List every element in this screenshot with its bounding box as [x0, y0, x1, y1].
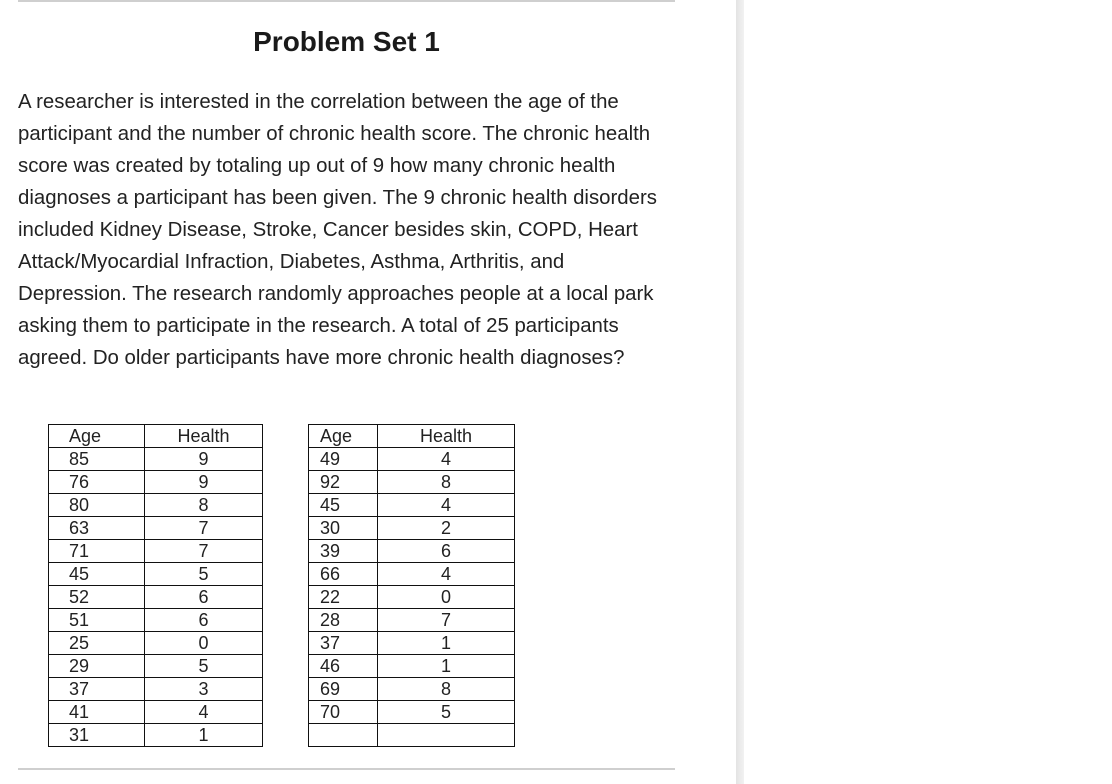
health-cell: 3 [145, 678, 263, 701]
age-header: Age [309, 425, 378, 448]
bottom-divider [18, 768, 675, 770]
table-row [309, 701, 515, 724]
table-row [309, 586, 515, 609]
age-cell: 28 [309, 609, 378, 632]
age-cell: 45 [309, 494, 378, 517]
table-row [309, 517, 515, 540]
age-cell: 76 [49, 471, 145, 494]
health-cell: 4 [378, 563, 515, 586]
table-row [49, 540, 263, 563]
age-cell: 63 [49, 517, 145, 540]
health-header: Health [145, 425, 263, 448]
data-table-right [308, 424, 515, 747]
age-cell: 51 [49, 609, 145, 632]
table-row [309, 563, 515, 586]
health-cell: 5 [378, 701, 515, 724]
table-row [309, 609, 515, 632]
table-row [49, 724, 263, 747]
age-header: Age [49, 425, 145, 448]
age-cell: 66 [309, 563, 378, 586]
age-cell: 29 [49, 655, 145, 678]
health-cell: 0 [378, 586, 515, 609]
problem-description: A researcher is interested in the correlation between the age of the participant and the number of chronic health score. The chronic health score was created by totaling up out of 9 how many chronic health diagnoses a participant has been given. The 9 chronic health disorders included Kidney Disease, Stroke, Cancer besides skin, COPD, Heart Attack/Myocardial Infraction, Diabetes, Asthma, Arthritis, and Depression. The research randomly approaches people at a local park asking them to participate in the research. A total of 25 participants agreed. Do older participants have more chronic health diagnoses? [18, 91, 657, 369]
age-cell: 41 [49, 701, 145, 724]
age-cell: 37 [49, 678, 145, 701]
age-cell: 39 [309, 540, 378, 563]
age-cell: 22 [309, 586, 378, 609]
health-cell: 8 [378, 471, 515, 494]
panel-divider [736, 0, 744, 784]
table-row [309, 655, 515, 678]
age-cell: 85 [49, 448, 145, 471]
table-row [309, 724, 515, 747]
age-cell: 92 [309, 471, 378, 494]
age-cell: 71 [49, 540, 145, 563]
age-cell: 31 [49, 724, 145, 747]
health-cell: 1 [145, 724, 263, 747]
health-cell: 6 [145, 586, 263, 609]
health-cell: 7 [378, 609, 515, 632]
health-header: Health [378, 425, 515, 448]
table-row [49, 494, 263, 517]
table-row [49, 448, 263, 471]
table-row [309, 678, 515, 701]
table-row [309, 471, 515, 494]
table-row [49, 701, 263, 724]
data-table-left [48, 424, 263, 747]
table-row [49, 678, 263, 701]
age-cell: 80 [49, 494, 145, 517]
age-cell: 49 [309, 448, 378, 471]
health-cell: 6 [145, 609, 263, 632]
health-cell: 9 [145, 448, 263, 471]
table-row [49, 471, 263, 494]
age-cell: 45 [49, 563, 145, 586]
health-cell: 0 [145, 632, 263, 655]
table-row [309, 632, 515, 655]
table-row [309, 540, 515, 563]
health-cell: 9 [145, 471, 263, 494]
top-divider [18, 0, 675, 2]
table-row [49, 517, 263, 540]
table-row [49, 586, 263, 609]
table-row [309, 448, 515, 471]
health-cell: 2 [378, 517, 515, 540]
table-header-row [309, 425, 515, 448]
age-cell: 30 [309, 517, 378, 540]
health-cell: 1 [378, 632, 515, 655]
table-header-row [49, 425, 263, 448]
page-title: Problem Set 1 [253, 26, 440, 57]
age-cell: 52 [49, 586, 145, 609]
health-cell: 8 [145, 494, 263, 517]
table-row [49, 655, 263, 678]
table-row [49, 563, 263, 586]
table-row [309, 494, 515, 517]
health-cell: 4 [378, 494, 515, 517]
health-cell: 4 [145, 701, 263, 724]
health-cell: 8 [378, 678, 515, 701]
health-cell: 1 [378, 655, 515, 678]
age-cell [309, 724, 378, 747]
health-cell: 5 [145, 563, 263, 586]
health-cell: 7 [145, 540, 263, 563]
health-cell: 5 [145, 655, 263, 678]
age-cell: 46 [309, 655, 378, 678]
health-cell [378, 724, 515, 747]
age-cell: 69 [309, 678, 378, 701]
age-cell: 25 [49, 632, 145, 655]
table-row [49, 609, 263, 632]
health-cell: 7 [145, 517, 263, 540]
health-cell: 4 [378, 448, 515, 471]
table-row [49, 632, 263, 655]
age-cell: 37 [309, 632, 378, 655]
age-cell: 70 [309, 701, 378, 724]
health-cell: 6 [378, 540, 515, 563]
